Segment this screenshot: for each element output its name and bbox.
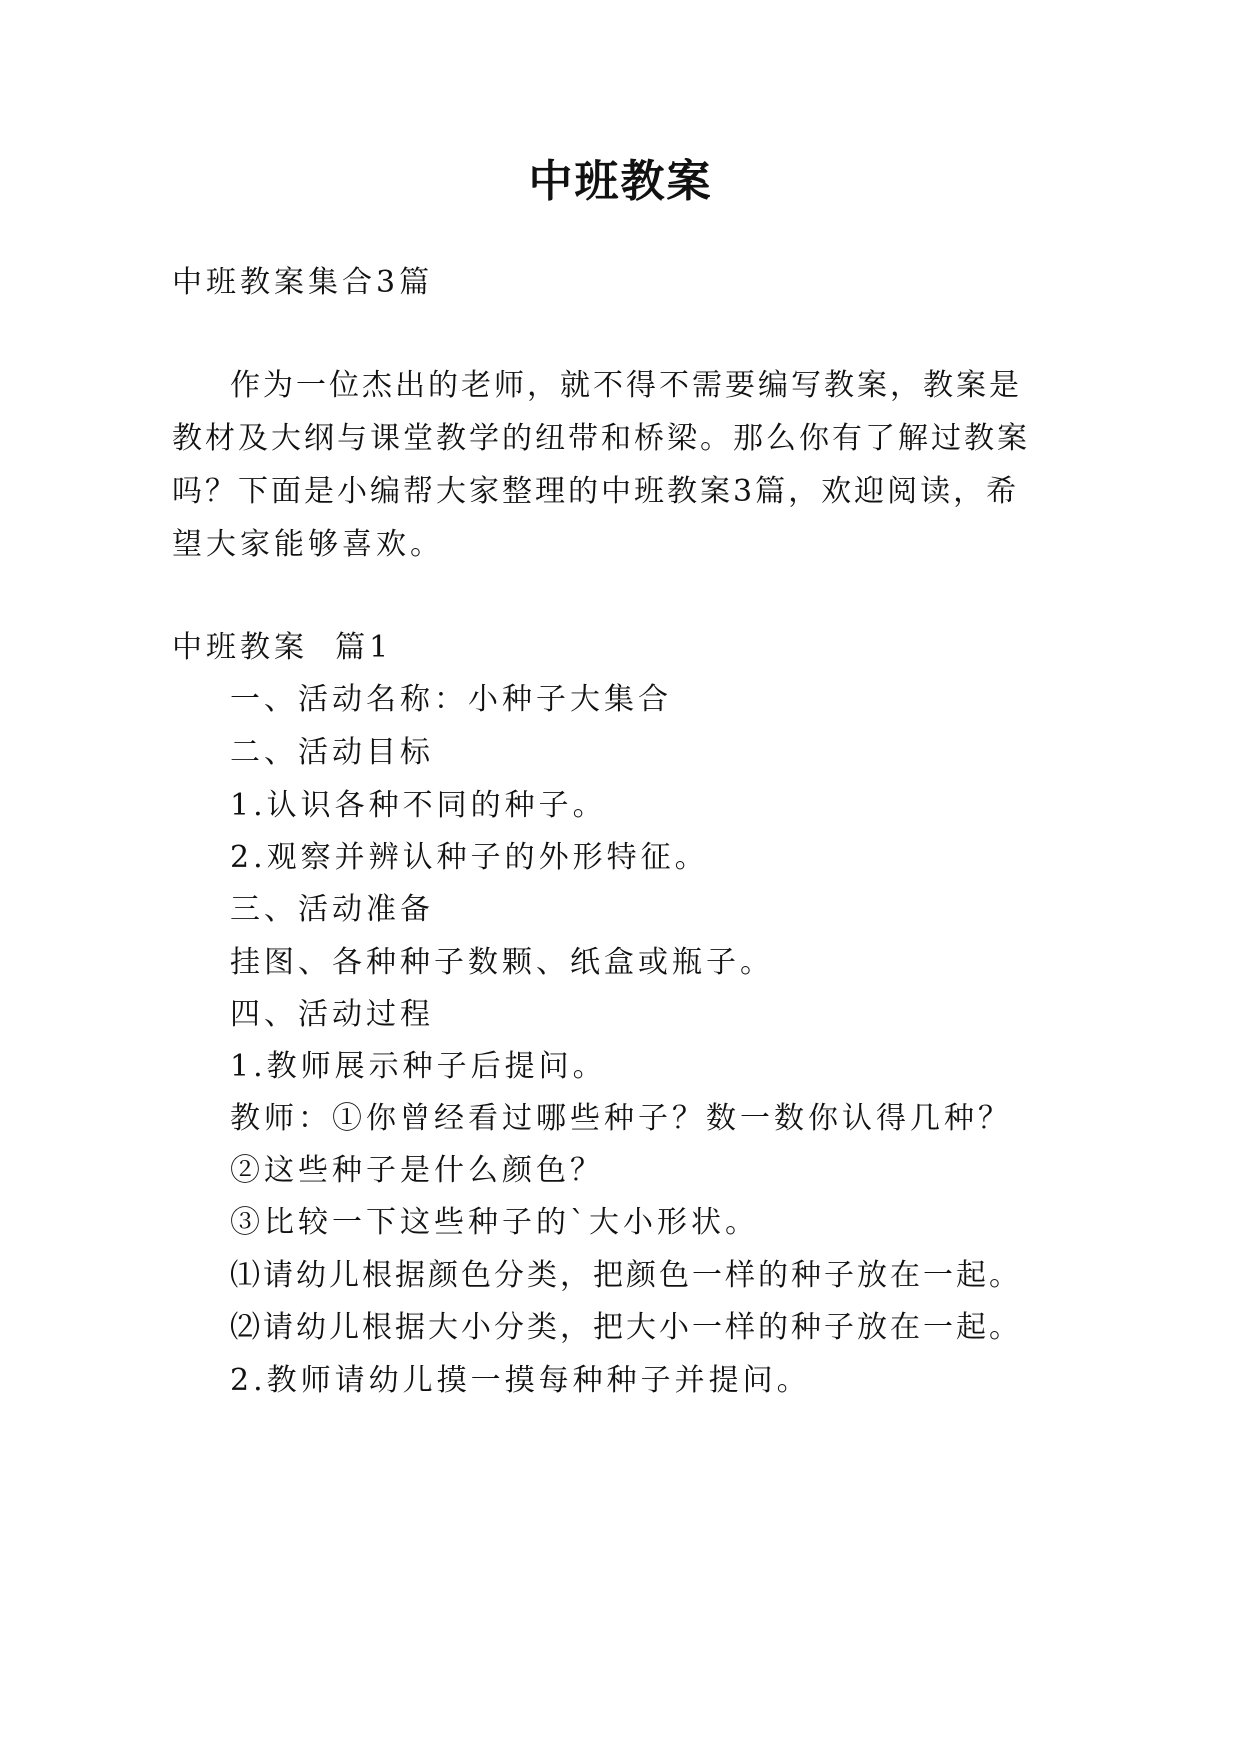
- body-line-12: ⑴请幼儿根据颜色分类，把颜色一样的种子放在一起。: [230, 1258, 1022, 1293]
- body-line-3: 1.认识各种不同的种子。: [230, 788, 607, 823]
- intro-line-4: 望大家能够喜欢。: [172, 527, 444, 562]
- body-line-6: 挂图、各种种子数颗、纸盒或瓶子。: [230, 945, 774, 980]
- intro-line-2: 教材及大纲与课堂教学的纽带和桥梁。那么你有了解过教案: [172, 421, 1030, 456]
- intro-line-1: 作为一位杰出的老师，就不得不需要编写教案，教案是: [230, 368, 1022, 403]
- body-line-10: ②这些种子是什么颜色？: [230, 1153, 604, 1188]
- body-line-13: ⑵请幼儿根据大小分类，把大小一样的种子放在一起。: [230, 1310, 1022, 1345]
- document-subtitle: 中班教案集合3篇: [172, 265, 434, 300]
- body-line-9: 教师：①你曾经看过哪些种子？数一数你认得几种？: [230, 1101, 1012, 1136]
- intro-line-3: 吗？下面是小编帮大家整理的中班教案3篇，欢迎阅读，希: [172, 474, 1020, 509]
- body-line-5: 三、活动准备: [230, 892, 434, 927]
- body-line-1: 一、活动名称：小种子大集合: [230, 682, 672, 717]
- document-title: 中班教案: [528, 156, 713, 207]
- body-line-8: 1.教师展示种子后提问。: [230, 1049, 607, 1084]
- body-line-2: 二、活动目标: [230, 735, 434, 770]
- body-line-11: ③比较一下这些种子的`大小形状。: [230, 1205, 759, 1240]
- section-heading: 中班教案 篇1: [172, 630, 393, 665]
- body-line-14: 2.教师请幼儿摸一摸每种种子并提问。: [230, 1363, 811, 1398]
- body-line-4: 2.观察并辨认种子的外形特征。: [230, 840, 709, 875]
- body-line-7: 四、活动过程: [230, 997, 434, 1032]
